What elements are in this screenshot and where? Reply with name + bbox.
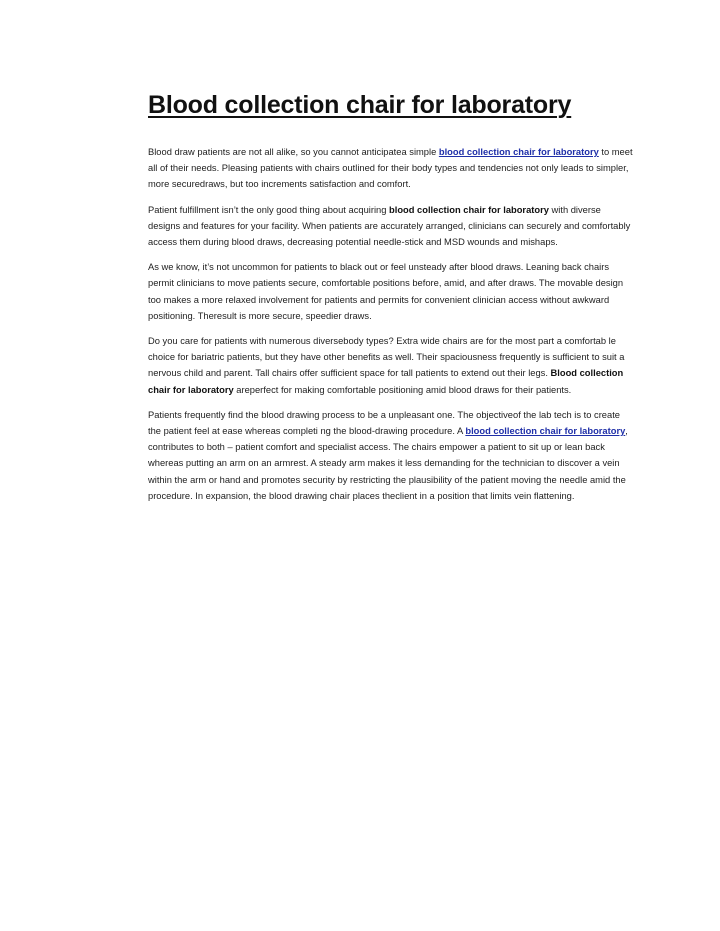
paragraph-3 — [148, 259, 635, 324]
paragraph-4-text-start: Do you care for patients with numerous diversebody types? Extra wide chairs are for the most part a comfortab le choice for bariatric patients, but they have other benefits as well. Their spaciousness frequently is sufficient to suit a nervous child and parent. Tall chairs offer sufficient space for tall patients to extend out their legs. — [148, 336, 625, 379]
paragraph-2-text-end: with diverse designs and features for your facility. When patients are accurately arranged, clinicians can securely and comfortably access them during blood draws, decreasing potential needle-stick and MSD wounds and mishaps. — [148, 204, 631, 248]
document-content — [148, 88, 635, 513]
paragraph-1-text-end: to meet all of their needs. Pleasing patients with chairs outlined for their body types and tendencies not only leads to simpler, more securedraws, but too increments satisfaction and comfort. — [148, 147, 633, 190]
paragraph-4-keyword: Blood collection chair for laboratory — [148, 368, 624, 395]
paragraph-2-keyword: blood collection chair for laboratory — [389, 204, 549, 215]
blood-collection-chair-link-1[interactable]: blood collection chair for laboratory — [438, 147, 599, 157]
blood-collection-chair-link-2[interactable]: blood collection chair for laboratory — [465, 426, 626, 437]
paragraph-4-text-end: areperfect for making comfortable positioning amid blood draws for their patients. — [233, 384, 572, 395]
paragraph-5-text-start: Patients frequently find the blood drawing process to be a unpleasant one. The objectiveof the lab tech is to create the patient feel at ease whereas completi ng the blood-drawing procedure. A — [148, 409, 620, 437]
paragraph-2 — [148, 202, 635, 251]
paragraph-1 — [148, 144, 635, 193]
paragraph-4 — [148, 333, 635, 398]
paragraph-5 — [148, 407, 635, 504]
paragraph-2-text-start: Patient fulfillment isn’t the only good thing about acquiring — [148, 204, 390, 215]
paragraph-1-text-start: Blood draw patients are not all alike, so you cannot anticipatea simple — [148, 147, 439, 157]
page-title: Blood collection chair for laboratory — [148, 91, 572, 119]
paragraph-3-text: As we know, it’s not uncommon for patients to black out or feel unsteady after blood draws. Leaning back chairs permit clinicians to move patients secure, comfortable positions before, amid, and after draws. The movable design too makes a more relaxed involvement for patients and permits for convenient clinician access without awkward positioning. Theresult is more secure, speedier draws. — [148, 262, 624, 321]
paragraph-5-text-end: , contributes to both – patient comfort and specialist access. The chairs empower a patient to sit up or lean back whereas putting an arm on an armrest. A steady arm makes it less demanding for the technician to discover a vein within the arm or hand and promotes security by restricting the plausibility of the patient moving the needle amid the procedure. In expansion, the blood drawing chair places theclient in a position that limits vein flattening. — [148, 426, 628, 501]
